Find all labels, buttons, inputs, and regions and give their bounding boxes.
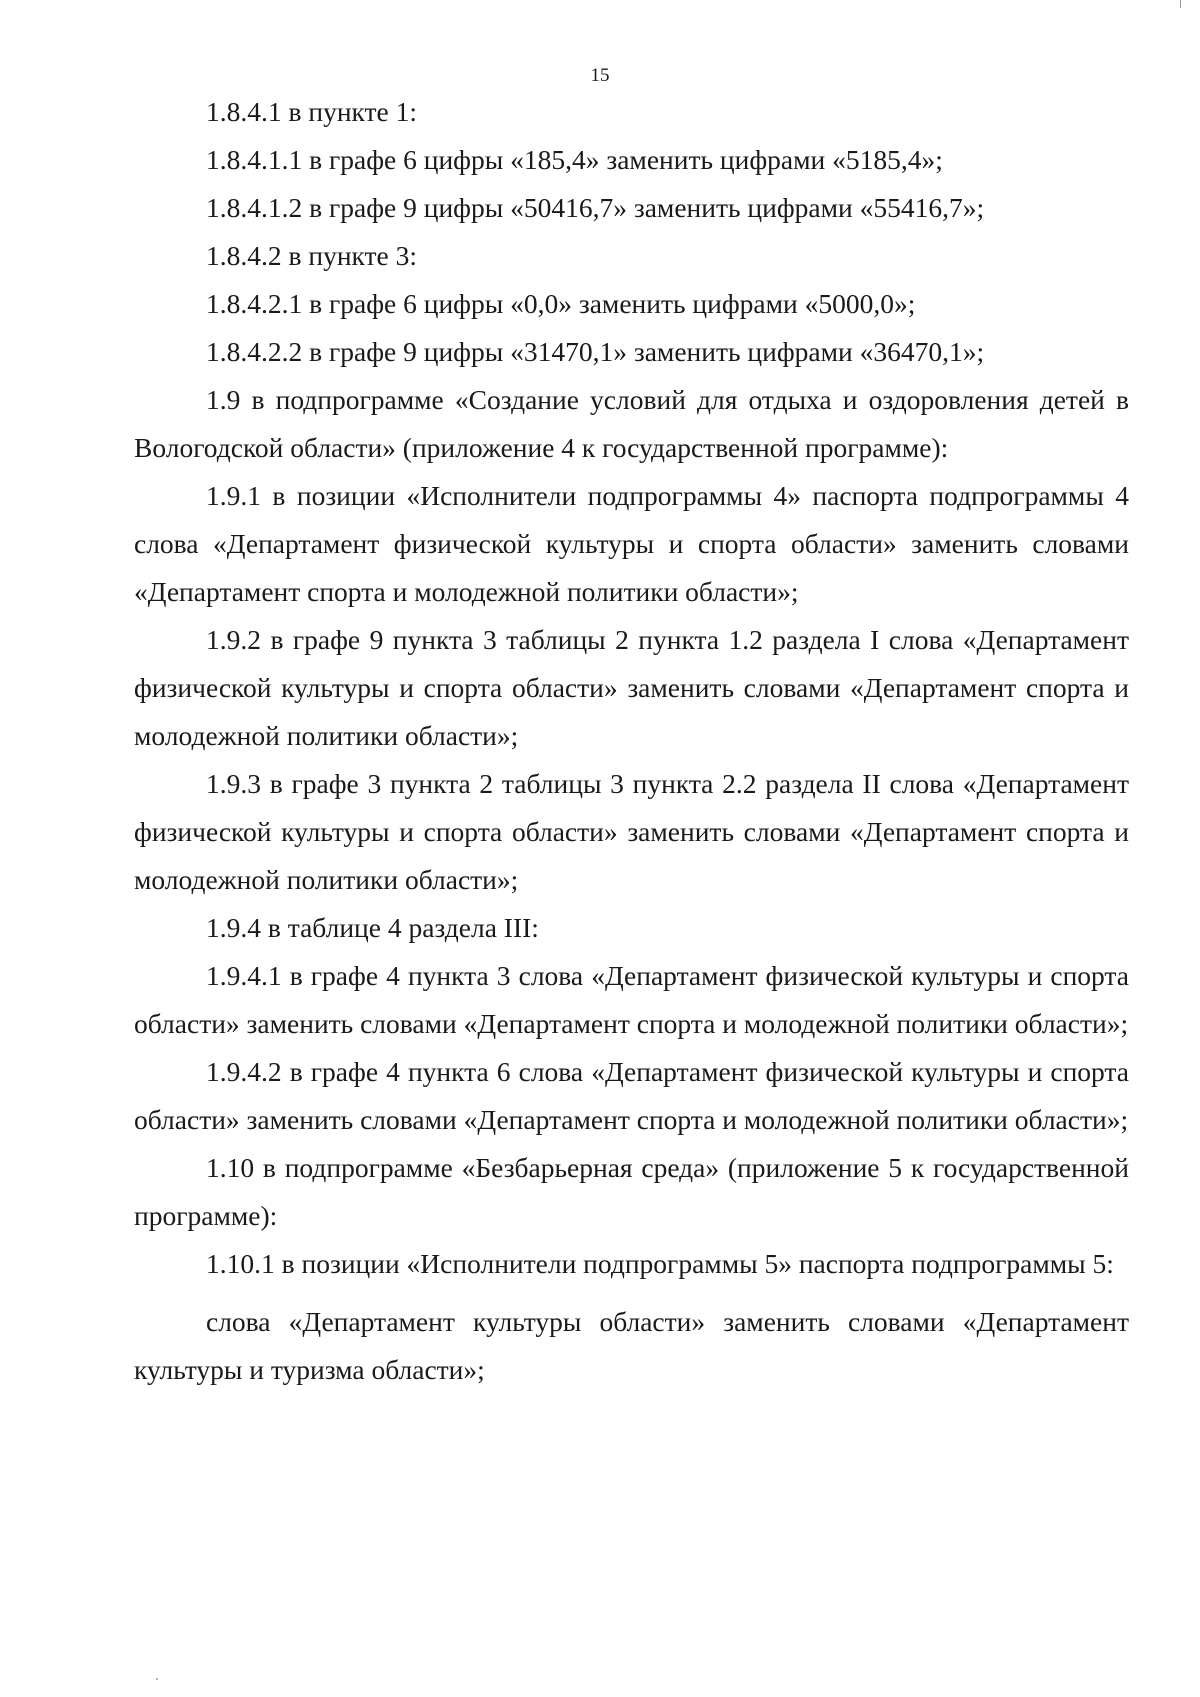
paragraph-1-8-4-1-2: 1.8.4.1.2 в графе 9 цифры «50416,7» заменить цифрами «55416,7»; xyxy=(206,192,985,223)
paragraph-1-8-4-2: 1.8.4.2 в пункте 3: xyxy=(206,240,418,271)
document-body xyxy=(134,88,1129,1394)
paragraph-1-8-4-1: 1.8.4.1 в пункте 1: xyxy=(206,96,418,127)
paragraph-1-9-4-2: 1.9.4.2 в графе 4 пункта 6 слова «Департамент физической культуры и спорта области» заменить словами «Департамент спорта и молодежной политики области»; xyxy=(134,1056,1129,1135)
paragraph-1-8-4-2-2: 1.8.4.2.2 в графе 9 цифры «31470,1» заменить цифрами «36470,1»; xyxy=(206,336,985,367)
paragraph-replacement-words: слова «Департамент культуры области» заменить словами «Департамент культуры и туризма области»; xyxy=(134,1306,1129,1385)
page-number: 15 xyxy=(590,65,610,86)
paragraph-1-9-4-1: 1.9.4.1 в графе 4 пункта 3 слова «Департамент физической культуры и спорта области» заменить словами «Департамент спорта и молодежной политики области»; xyxy=(134,960,1129,1039)
paragraph-1-10-1: 1.10.1 в позиции «Исполнители подпрограммы 5» паспорта подпрограммы 5: xyxy=(206,1248,1114,1279)
scan-edge-mark xyxy=(1180,0,1181,8)
paragraph-1-8-4-2-1: 1.8.4.2.1 в графе 6 цифры «0,0» заменить цифрами «5000,0»; xyxy=(206,288,916,319)
paragraph-1-9-4: 1.9.4 в таблице 4 раздела III: xyxy=(206,912,539,943)
scan-speck xyxy=(156,1678,158,1680)
paragraph-1-8-4-1-1: 1.8.4.1.1 в графе 6 цифры «185,4» заменить цифрами «5185,4»; xyxy=(206,144,943,175)
paragraph-1-9: 1.9 в подпрограмме «Создание условий для отдыха и оздоровления детей в Вологодской области» (приложение 4 к государственной программе): xyxy=(134,384,1129,463)
paragraph-1-9-2: 1.9.2 в графе 9 пункта 3 таблицы 2 пункта 1.2 раздела I слова «Департамент физической культуры и спорта области» заменить словами «Департамент спорта и молодежной политики области»; xyxy=(134,624,1129,751)
paragraph-1-10: 1.10 в подпрограмме «Безбарьерная среда» (приложение 5 к государственной программе): xyxy=(134,1152,1129,1231)
paragraph-1-9-1: 1.9.1 в позиции «Исполнители подпрограммы 4» паспорта подпрограммы 4 слова «Департамент физической культуры и спорта области» заменить словами «Департамент спорта и молодежной политики области»; xyxy=(134,480,1129,607)
paragraph-1-9-3: 1.9.3 в графе 3 пункта 2 таблицы 3 пункта 2.2 раздела II слова «Департамент физической культуры и спорта области» заменить словами «Департамент спорта и молодежной политики области»; xyxy=(134,768,1129,895)
